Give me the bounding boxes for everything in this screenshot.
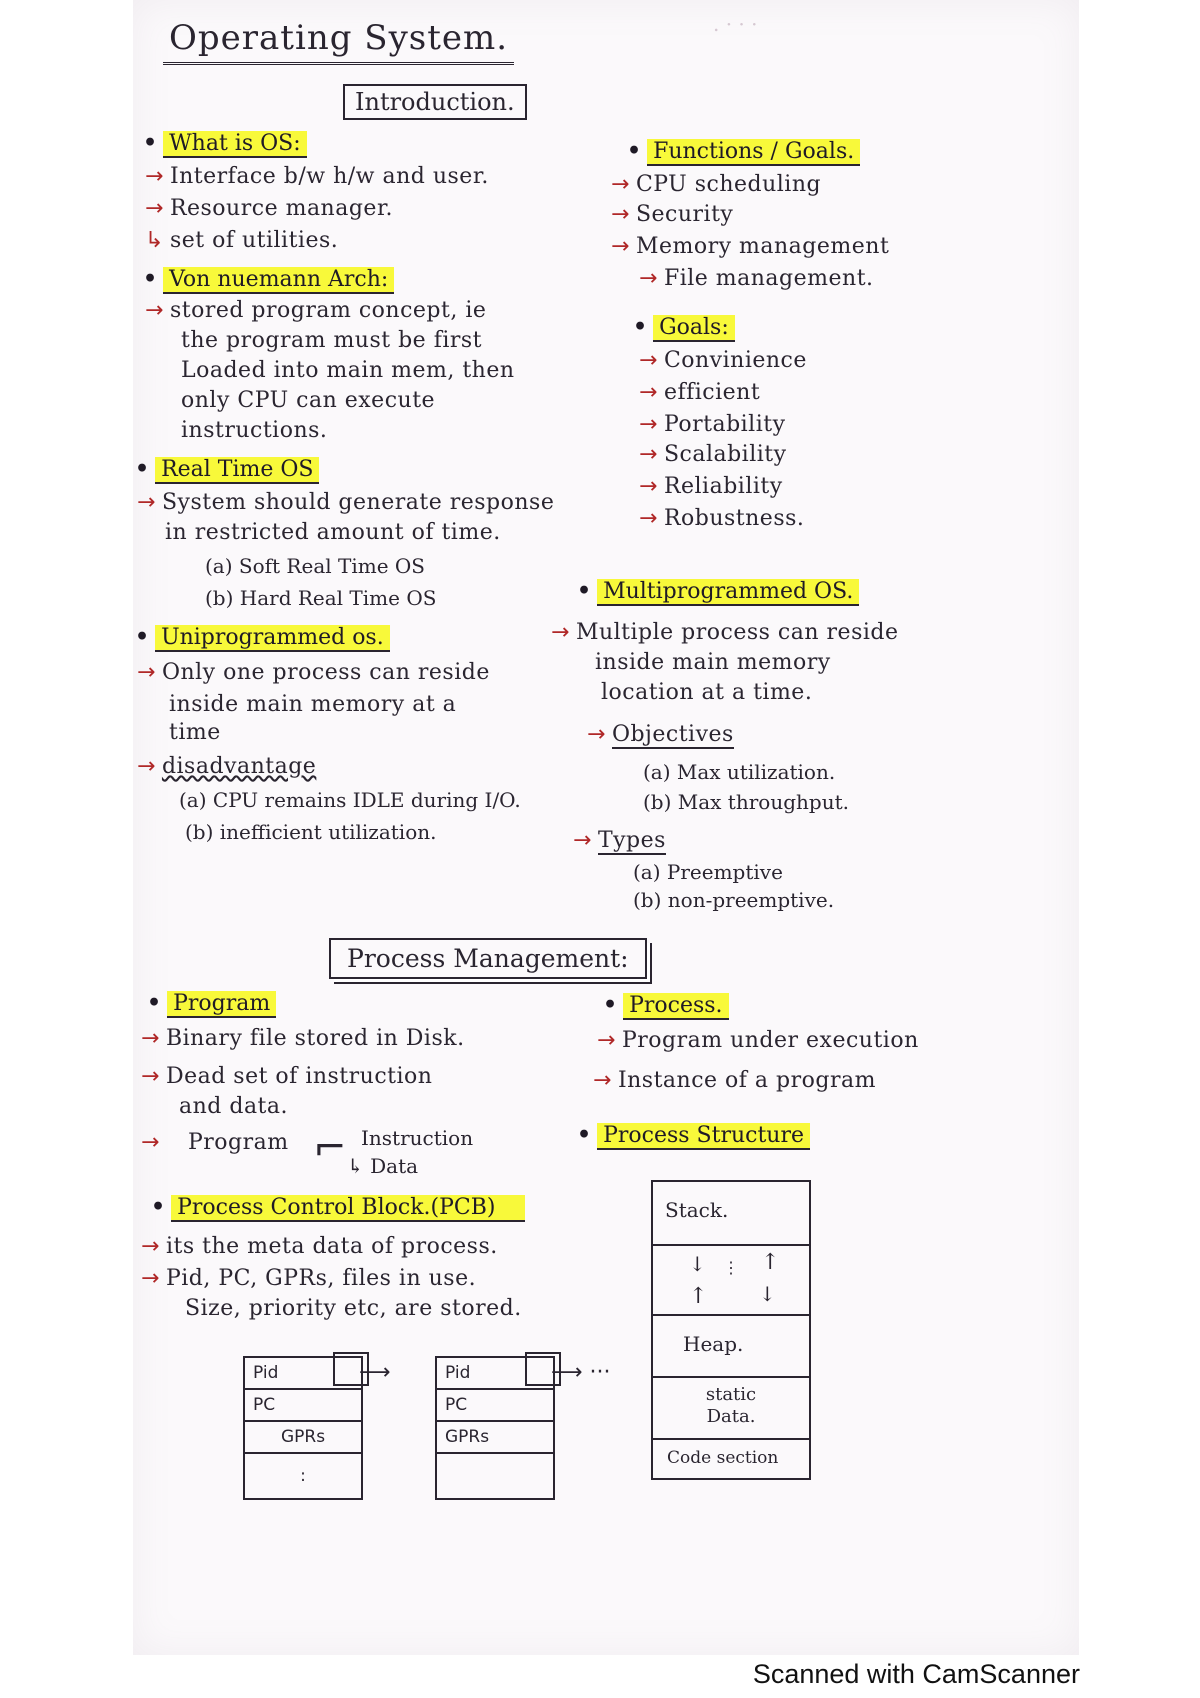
process-structure-heading: • Process Structure	[577, 1122, 810, 1148]
pcb-cell: Pid	[244, 1357, 362, 1389]
arrow-icon: →	[573, 828, 592, 853]
real-time-heading: • Real Time OS	[135, 456, 319, 482]
corner-arrow-icon: ↳	[347, 1154, 371, 1178]
section-process-management: Process Management:	[329, 938, 647, 979]
arrow-icon: →	[137, 490, 156, 515]
type-item: (b) non-preemptive.	[633, 888, 835, 912]
types-heading: → Types	[573, 828, 666, 853]
real-time-line: in restricted amount of time.	[165, 520, 501, 545]
arrow-icon: →	[639, 506, 658, 531]
arrow-icon: →	[137, 660, 156, 685]
arrow-icon: →	[639, 380, 658, 405]
pcb-cell	[436, 1453, 554, 1499]
bullet-icon: •	[143, 130, 158, 156]
arrow-icon: →	[639, 442, 658, 467]
tree-branch-icon: ⌐	[313, 1125, 347, 1171]
bullet-icon: •	[627, 138, 642, 164]
disadvantage-item: (b) inefficient utilization.	[185, 820, 437, 844]
pcb-line: → its the meta data of process.	[141, 1234, 498, 1259]
down-arrow-icon: ↓	[759, 1282, 776, 1306]
up-arrow-icon: ↑	[761, 1250, 780, 1275]
table-row	[244, 1453, 362, 1499]
process-memory-diagram	[651, 1180, 811, 1480]
goal-item: → Robustness.	[639, 506, 805, 531]
objective-item: (a) Max utilization.	[643, 760, 836, 784]
arrow-icon: →	[639, 474, 658, 499]
bullet-icon: •	[151, 1194, 166, 1220]
arrow-icon: →	[611, 202, 630, 227]
von-neumann-line: the program must be first	[181, 328, 483, 353]
arrow-icon: →	[611, 234, 630, 259]
pcb-cell: GPRs	[436, 1421, 554, 1453]
pointer-arrow-icon: ⟶ ···	[551, 1360, 611, 1385]
list-item: → Resource manager.	[145, 196, 394, 221]
multiprogrammed-line: → Multiple process can reside	[551, 620, 899, 645]
bullet-icon: •	[135, 456, 150, 482]
functions-heading: • Functions / Goals.	[627, 138, 860, 164]
pcb-cell: PC	[244, 1389, 362, 1421]
von-neumann-heading: • Von nuemann Arch:	[143, 266, 394, 292]
arrow-icon: →	[551, 620, 570, 645]
bullet-icon: •	[135, 624, 150, 650]
objective-item: (b) Max throughput.	[643, 790, 849, 814]
scanner-watermark: Scanned with CamScanner	[752, 1659, 1080, 1689]
bullet-icon: •	[577, 578, 592, 604]
list-item: ↳ set of utilities.	[145, 228, 339, 253]
bullet-icon: •	[633, 314, 648, 340]
von-neumann-line: → stored program concept, ie	[145, 298, 487, 323]
arrow-icon: →	[141, 1266, 160, 1291]
arrow-icon: →	[639, 412, 658, 437]
von-neumann-line: only CPU can execute	[181, 388, 436, 413]
arrow-icon: →	[145, 298, 164, 323]
growth-region	[653, 1246, 809, 1316]
up-arrow-icon: ↑	[689, 1284, 708, 1309]
goal-item: → Reliability	[639, 474, 783, 499]
program-item: → Dead set of instruction	[141, 1064, 433, 1089]
disadvantage-heading: → disadvantage	[137, 754, 317, 779]
bullet-icon: •	[577, 1122, 592, 1148]
table-row	[436, 1389, 554, 1421]
real-time-type: (b) Hard Real Time OS	[205, 586, 437, 610]
arrow-icon: →	[611, 172, 630, 197]
uniprogrammed-line: time	[169, 720, 221, 745]
pcb-line: → Pid, PC, GPRs, files in use.	[141, 1266, 477, 1291]
goal-item: → Convinience	[639, 348, 807, 373]
multiprogrammed-line: inside main memory	[595, 650, 831, 675]
branch-data: ↳ Data	[347, 1154, 419, 1178]
arrow-icon: →	[141, 1026, 160, 1051]
function-item: → File management.	[639, 266, 874, 291]
function-item: → Security	[611, 202, 734, 227]
pcb-cell: GPRs	[244, 1421, 362, 1453]
real-time-line: → System should generate response	[137, 490, 555, 515]
pcb-cell: Pid	[436, 1357, 554, 1389]
arrow-icon: →	[137, 754, 156, 779]
pcb-cell: :	[244, 1453, 362, 1499]
down-arrow-icon: ↓	[689, 1252, 706, 1276]
pcb-heading: • Process Control Block.(PCB)	[151, 1194, 525, 1220]
arrow-icon: →	[145, 196, 164, 221]
table-row	[244, 1389, 362, 1421]
arrow-icon: ↳	[145, 228, 164, 253]
process-item: → Program under execution	[597, 1028, 919, 1053]
goal-item: → efficient	[639, 380, 761, 405]
program-heading: • Program	[147, 990, 276, 1016]
arrow-icon: →	[145, 164, 164, 189]
code-section: Code section	[667, 1448, 779, 1468]
goal-item: → Scalability	[639, 442, 787, 467]
program-branch: → Program	[141, 1130, 289, 1155]
goal-item: → Portability	[639, 412, 786, 437]
what-is-os-heading: • What is OS:	[143, 130, 307, 156]
bullet-icon: •	[147, 990, 162, 1016]
branch-instruction: Instruction	[361, 1126, 474, 1150]
section-introduction: Introduction.	[343, 84, 527, 120]
table-row	[436, 1421, 554, 1453]
page-title: Operating System.	[163, 18, 514, 65]
function-item: → Memory management	[611, 234, 890, 259]
disadvantage-item: (a) CPU remains IDLE during I/O.	[179, 788, 521, 812]
table-row	[244, 1421, 362, 1453]
bullet-icon: •	[143, 266, 158, 292]
arrow-icon: →	[141, 1234, 160, 1259]
arrow-icon: →	[141, 1130, 160, 1155]
stack-section: Stack.	[653, 1182, 809, 1246]
table-row	[436, 1453, 554, 1499]
bullet-icon: •	[603, 992, 618, 1018]
static-data-section: static Data.	[653, 1378, 809, 1440]
objectives-heading: → Objectives	[587, 722, 734, 747]
function-item: → CPU scheduling	[611, 172, 822, 197]
type-item: (a) Preemptive	[633, 860, 783, 884]
list-item: → Interface b/w h/w and user.	[145, 164, 489, 189]
von-neumann-line: instructions.	[181, 418, 328, 443]
process-item: → Instance of a program	[593, 1068, 876, 1093]
notebook-page	[133, 0, 1079, 1655]
heap-section: Heap.	[653, 1316, 809, 1378]
program-item: → Binary file stored in Disk.	[141, 1026, 465, 1051]
process-heading: • Process.	[603, 992, 729, 1018]
pointer-arrow-icon: ⟶	[359, 1360, 391, 1385]
uniprogrammed-line: inside main memory at a	[169, 692, 457, 717]
pcb-line: Size, priority etc, are stored.	[185, 1296, 522, 1321]
pcb-cell: PC	[436, 1389, 554, 1421]
arrow-icon: →	[639, 348, 658, 373]
bleed-through-text: . · · ·	[713, 12, 758, 36]
arrow-icon: →	[593, 1068, 612, 1093]
program-item: and data.	[179, 1094, 289, 1119]
arrow-icon: →	[597, 1028, 616, 1053]
multiprogrammed-heading: • Multiprogrammed OS.	[577, 578, 859, 604]
von-neumann-line: Loaded into main mem, then	[181, 358, 515, 383]
arrow-icon: →	[587, 722, 606, 747]
arrow-icon: →	[639, 266, 658, 291]
multiprogrammed-line: location at a time.	[601, 680, 813, 705]
arrow-icon: →	[141, 1064, 160, 1089]
uniprogrammed-line: → Only one process can reside	[137, 660, 490, 685]
uniprogrammed-heading: • Uniprogrammed os.	[135, 624, 390, 650]
goals-heading: • Goals:	[633, 314, 735, 340]
dots-icon: ⋮	[723, 1258, 739, 1277]
real-time-type: (a) Soft Real Time OS	[205, 554, 425, 578]
